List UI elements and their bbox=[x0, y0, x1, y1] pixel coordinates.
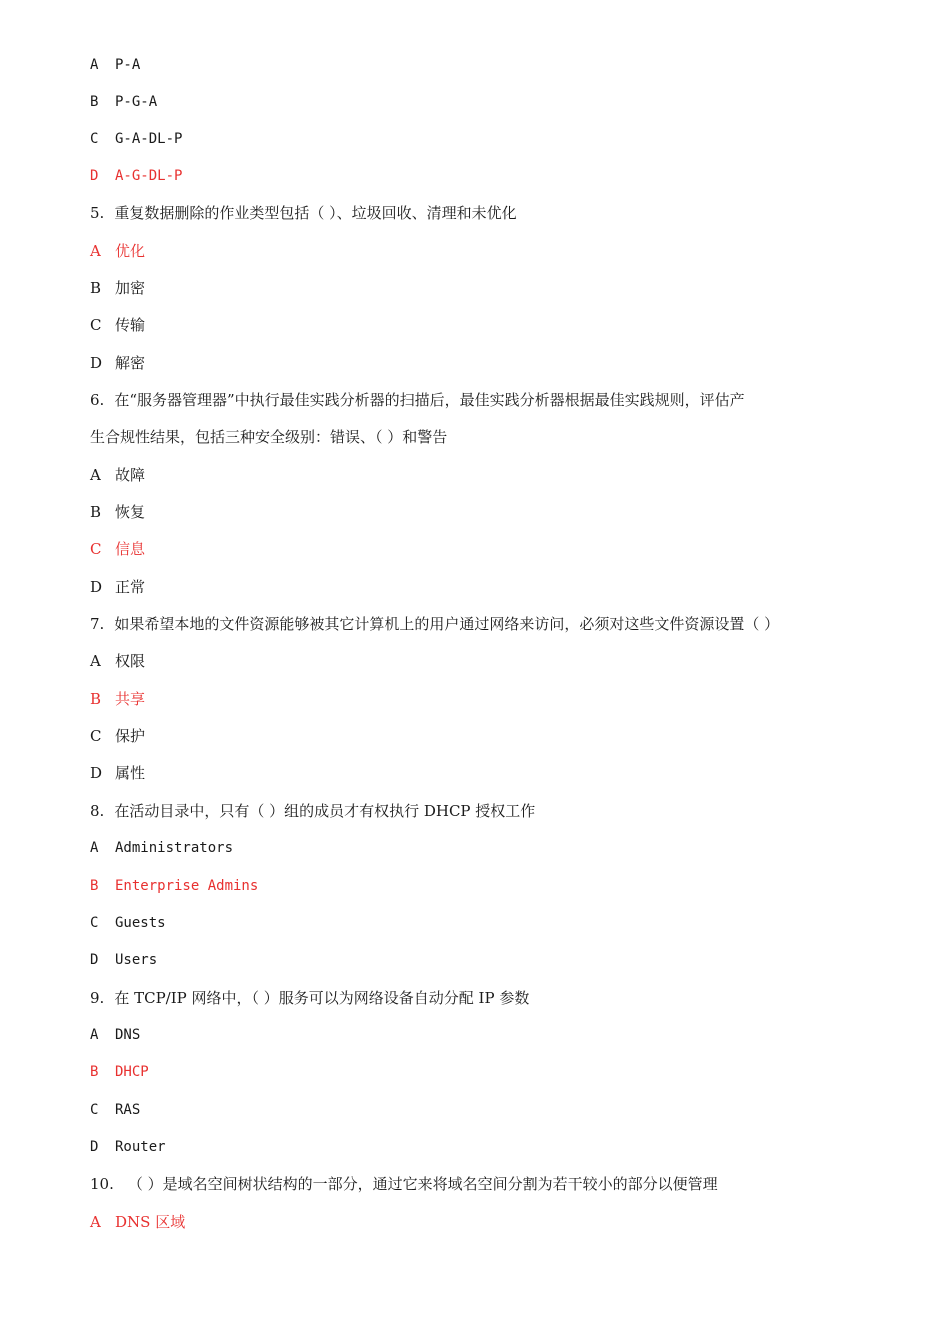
option-text: DNS bbox=[115, 1027, 141, 1043]
q8-option-d bbox=[90, 950, 157, 970]
question-number: 10. bbox=[90, 1175, 114, 1193]
option-letter: A bbox=[90, 840, 99, 856]
option-letter: D bbox=[90, 1139, 99, 1155]
q7-option-a bbox=[90, 651, 145, 671]
question-number: 9. bbox=[90, 989, 105, 1007]
q8-option-a bbox=[90, 838, 233, 858]
option-text: G-A-DL-P bbox=[115, 131, 183, 147]
option-text: Guests bbox=[115, 915, 166, 931]
option-letter: A bbox=[90, 57, 99, 73]
option-letter: A bbox=[90, 1213, 101, 1231]
option-text: DHCP bbox=[115, 1064, 149, 1080]
option-text: Router bbox=[115, 1139, 166, 1155]
question-text: 在活动目录中，只有（ ）组的成员才有权执行 DHCP 授权工作 bbox=[114, 802, 536, 820]
option-text: 属性 bbox=[115, 764, 146, 782]
q10-stem bbox=[90, 1174, 718, 1194]
option-letter: C bbox=[90, 727, 102, 745]
option-letter: C bbox=[90, 1102, 99, 1118]
q4-option-a bbox=[90, 55, 140, 75]
q9-option-d bbox=[90, 1137, 166, 1157]
option-text: RAS bbox=[115, 1102, 141, 1118]
option-letter: D bbox=[90, 168, 99, 184]
q4-option-d-correct bbox=[90, 166, 182, 186]
option-text: P-A bbox=[115, 57, 141, 73]
q9-option-a bbox=[90, 1025, 140, 1045]
option-text: 加密 bbox=[115, 279, 146, 297]
q4-option-b bbox=[90, 92, 157, 112]
q10-option-a-correct bbox=[90, 1212, 185, 1232]
q8-stem bbox=[90, 801, 535, 821]
option-letter: B bbox=[90, 878, 99, 894]
question-text: 在“服务器管理器”中执行最佳实践分析器的扫描后，最佳实践分析器根据最佳实践规则，评估产 bbox=[114, 391, 745, 409]
option-letter: B bbox=[90, 503, 102, 521]
option-text: 故障 bbox=[115, 466, 146, 484]
question-number: 7. bbox=[90, 615, 105, 633]
option-text: 解密 bbox=[115, 354, 146, 372]
q6-stem-line1 bbox=[90, 390, 745, 410]
option-text: Administrators bbox=[115, 840, 234, 856]
option-text: 恢复 bbox=[115, 503, 146, 521]
q7-stem bbox=[90, 614, 779, 634]
q6-option-a bbox=[90, 465, 145, 485]
option-letter: A bbox=[90, 652, 101, 670]
q4-option-c bbox=[90, 129, 182, 149]
option-text: 信息 bbox=[115, 540, 146, 558]
q5-option-b bbox=[90, 278, 145, 298]
option-letter: D bbox=[90, 952, 99, 968]
option-letter: D bbox=[90, 764, 103, 782]
option-text: Users bbox=[115, 952, 158, 968]
option-letter: A bbox=[90, 466, 101, 484]
option-letter: C bbox=[90, 131, 99, 147]
option-letter: D bbox=[90, 354, 103, 372]
option-letter: B bbox=[90, 279, 102, 297]
option-text: 权限 bbox=[115, 652, 146, 670]
q6-option-b bbox=[90, 502, 145, 522]
question-number: 8. bbox=[90, 802, 105, 820]
option-letter: C bbox=[90, 316, 102, 334]
option-text: 正常 bbox=[115, 578, 146, 596]
q6-stem-line2: 生合规性结果，包括三种安全级别：错误、（ ）和警告 bbox=[90, 428, 448, 446]
option-letter: A bbox=[90, 1027, 99, 1043]
option-text: DNS 区域 bbox=[115, 1213, 186, 1231]
question-text: （ ）是域名空间树状结构的一部分，通过它来将域名空间分割为若干较小的部分以便管理 bbox=[127, 1175, 718, 1193]
q8-option-c bbox=[90, 913, 166, 933]
option-text: 优化 bbox=[115, 242, 146, 260]
question-text: 如果希望本地的文件资源能够被其它计算机上的用户通过网络来访问，必须对这些文件资源设置（ ） bbox=[114, 615, 780, 633]
option-letter: D bbox=[90, 578, 103, 596]
q5-stem bbox=[90, 203, 517, 223]
q5-option-a-correct bbox=[90, 241, 145, 261]
q7-option-d bbox=[90, 763, 145, 783]
option-text: P-G-A bbox=[115, 94, 158, 110]
option-text: 保护 bbox=[115, 727, 146, 745]
q5-option-c bbox=[90, 315, 145, 335]
option-letter: A bbox=[90, 242, 101, 260]
q6-option-c-correct bbox=[90, 539, 145, 559]
option-text: Enterprise Admins bbox=[115, 878, 259, 894]
option-letter: B bbox=[90, 94, 99, 110]
q9-option-b-correct bbox=[90, 1062, 149, 1082]
option-letter: B bbox=[90, 690, 102, 708]
question-number: 6. bbox=[90, 391, 105, 409]
q9-option-c bbox=[90, 1100, 140, 1120]
option-text: 共享 bbox=[115, 690, 146, 708]
question-number: 5. bbox=[90, 204, 105, 222]
q7-option-b-correct bbox=[90, 689, 145, 709]
q9-stem bbox=[90, 988, 529, 1008]
question-text: 在 TCP/IP 网络中，（ ）服务可以为网络设备自动分配 IP 参数 bbox=[114, 989, 530, 1007]
option-letter: C bbox=[90, 915, 99, 931]
question-text: 重复数据删除的作业类型包括（ ）、垃圾回收、清理和未优化 bbox=[114, 204, 517, 222]
option-letter: C bbox=[90, 540, 102, 558]
option-letter: B bbox=[90, 1064, 99, 1080]
q7-option-c bbox=[90, 726, 145, 746]
q5-option-d bbox=[90, 353, 145, 373]
q6-option-d bbox=[90, 577, 145, 597]
option-text: 传输 bbox=[115, 316, 146, 334]
q8-option-b-correct bbox=[90, 876, 258, 896]
option-text: A-G-DL-P bbox=[115, 168, 183, 184]
